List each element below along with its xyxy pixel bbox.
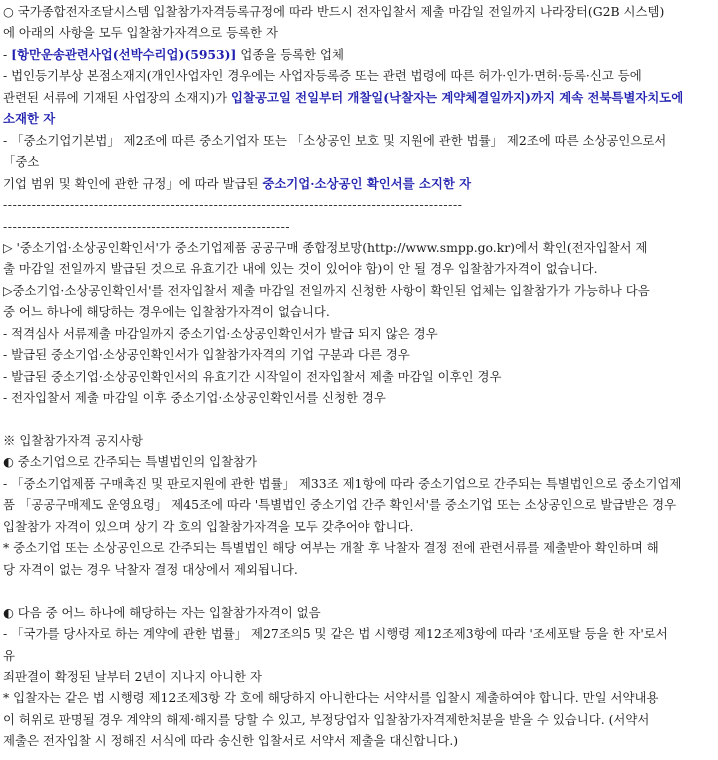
line-text: 이 허위로 판명될 경우 계약의 해제·해지를 당할 수 있고, 부정당업자 입찰참가자격제한처분을 받을 수 있습니다. (서약서 — [3, 711, 650, 727]
text-line — [3, 709, 715, 730]
line-text: 당 자격이 없는 경우 낙찰자 결정 대상에서 제외됩니다. — [3, 561, 298, 577]
line-text: * 중소기업 또는 소상공인으로 간주되는 특별법인 해당 여부는 개찰 후 낙찰자 결정 전에 관련서류를 제출받아 확인하며 해 — [3, 540, 659, 556]
text-line — [3, 22, 715, 43]
line-text: 출 마감일 전일까지 발급된 것으로 유효기간 내에 있는 것이 있어야 함)이 안 될 경우 입찰참가자격이 없습니다. — [3, 261, 598, 277]
highlighted-requirement: 소재한 자 — [3, 111, 56, 127]
dash-separator: ------------------------------------------------------------ — [3, 218, 291, 234]
line-text: ◐ 중소기업으로 간주되는 특별법인의 입찰참가 — [3, 454, 257, 470]
line-suffix: 업종을 등록한 업체 — [236, 46, 344, 62]
blank-line — [3, 580, 715, 601]
line-text: 「중소 — [3, 154, 40, 170]
text-line — [3, 645, 715, 666]
text-line — [3, 151, 715, 172]
line-text: 품 「공공구매제도 운영요령」 제45조에 따라 '특별법인 중소기업 간주 확인서'를 중소기업 또는 소상공인으로 발급받은 경우 — [3, 497, 677, 513]
text-line — [3, 602, 715, 623]
highlighted-requirement: 중소기업·소상공인 확인서를 소지한 자 — [262, 175, 472, 191]
text-line — [3, 65, 715, 86]
line-text: ◐ 다음 중 어느 하나에 해당하는 자는 입찰참가자격이 없음 — [3, 604, 321, 620]
text-line — [3, 666, 715, 687]
text-line — [3, 494, 715, 515]
text-line — [3, 323, 715, 344]
line-text: 입찰참가 자격이 있으며 상기 각 호의 입찰참가자격을 모두 갖추어야 합니다. — [3, 518, 414, 534]
text-line — [3, 173, 715, 194]
dash-separator: ------------------------------------------------------------------------------------------------ — [3, 197, 463, 212]
line-text: 제출은 전자입찰 시 정해진 서식에 따라 송신한 입찰서로 서약서 제출을 대신합니다.) — [3, 733, 459, 749]
text-line — [3, 344, 715, 365]
line-text: - 발급된 중소기업·소상공인확인서가 입찰참가자격의 기업 구분과 다른 경우 — [3, 347, 410, 363]
text-line — [3, 237, 715, 258]
text-line — [3, 687, 715, 708]
line-text: ▷중소기업·소상공인확인서'를 전자입찰서 제출 마감일 전일까지 신청한 사항이 확인된 업체는 입찰참가가 가능하나 다음 — [3, 282, 650, 298]
highlighted-requirement: 입찰공고일 전일부터 개찰일(낙찰자는 계약체결일까지)까지 계속 전북특별자치도에 — [231, 89, 684, 105]
text-line — [3, 280, 715, 301]
line-prefix: 기업 범위 및 확인에 관한 규정」에 따라 발급된 — [3, 175, 263, 191]
text-line — [3, 623, 715, 644]
text-line — [3, 473, 715, 494]
line-text: - 법인등기부상 본점소재지(개인사업자인 경우에는 사업자등록증 또는 관련 법령에 따른 허가·인가·면허·등록·신고 등에 — [3, 68, 642, 84]
line-text: ○ 국가종합전자조달시스템 입찰참가자격등록규정에 따라 반드시 전자입찰서 제출 마감일 전일까지 나라장터(G2B 시스템) — [3, 4, 665, 19]
text-line — [3, 301, 715, 322]
text-line — [3, 537, 715, 558]
line-text: * 입찰자는 같은 법 시행령 제12조제3항 각 호에 해당하지 아니한다는 서약서를 입찰시 제출하여야 합니다. 만일 서약내용 — [3, 690, 659, 706]
line-text: - 적격심사 서류제출 마감일까지 중소기업·소상공인확인서가 발급 되지 않은 경우 — [3, 325, 438, 341]
line-prefix: 관련된 서류에 기재된 사업장의 소재지)가 — [3, 89, 232, 105]
line-text: 중 어느 하나에 해당하는 경우에는 입찰참가자격이 없습니다. — [3, 304, 330, 320]
text-line — [3, 430, 715, 451]
line-text: - 「국가를 당사자로 하는 계약에 관한 법률」 제27조의5 및 같은 법 시행령 제12조제3항에 따라 '조세포탈 등을 한 자'로서 — [3, 626, 668, 641]
text-line — [3, 387, 715, 408]
text-line — [3, 108, 715, 129]
line-text: 유 — [3, 647, 15, 663]
text-line — [3, 1, 715, 22]
line-text: ※ 입찰참가자격 공지사항 — [3, 433, 143, 448]
text-line — [3, 87, 715, 108]
line-prefix: - — [3, 46, 12, 62]
text-line — [3, 258, 715, 279]
text-line — [3, 730, 715, 751]
text-line — [3, 130, 715, 151]
text-line — [3, 559, 715, 580]
separator-line — [3, 194, 715, 215]
line-text: ▷ '중소기업·소상공인확인서'가 중소기업제품 공공구매 종합정보망(http://www.smpp.go.kr)에서 확인(전자입찰서 제 — [3, 239, 648, 255]
line-text: - 「중소기업기본법」 제2조에 따른 중소기업자 또는 「소상공인 보호 및 지원에 관한 법률」 제2조에 따른 소상공인으로서 — [3, 132, 667, 148]
highlighted-requirement: [항만운송관련사업(선박수리업)(5953)] — [11, 46, 237, 62]
separator-line — [3, 216, 715, 237]
text-line — [3, 516, 715, 537]
line-text: - 「중소기업제품 구매촉진 및 판로지원에 관한 법률」 제33조 제1항에 따라 중소기업으로 간주되는 특별법인으로 중소기업제 — [3, 475, 682, 491]
line-text: 죄판결이 확정된 날부터 2년이 지나지 아니한 자 — [3, 668, 262, 684]
text-line — [3, 44, 715, 65]
line-text: 에 아래의 사항을 모두 입찰참가자격으로 등록한 자 — [3, 25, 278, 41]
blank-line — [3, 409, 715, 430]
text-line — [3, 451, 715, 472]
line-text: - 전자입찰서 제출 마감일 이후 중소기업·소상공인확인서를 신청한 경우 — [3, 390, 386, 406]
text-line — [3, 366, 715, 387]
line-text: - 발급된 중소기업·소상공인확인서의 유효기간 시작일이 전자입찰서 제출 마감일 이후인 경우 — [3, 368, 502, 384]
